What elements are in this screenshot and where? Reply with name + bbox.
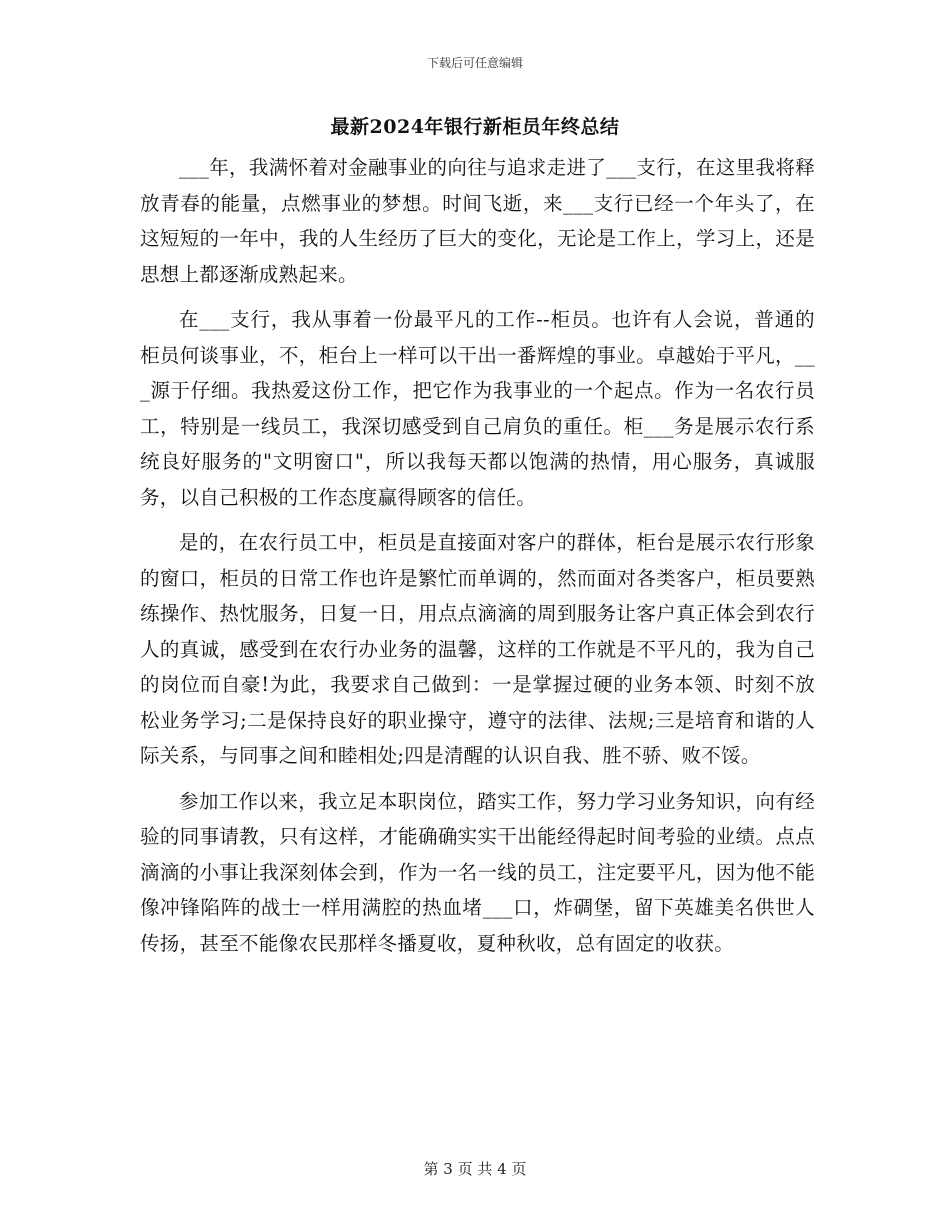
document-body bbox=[140, 150, 815, 971]
document-title: 最新2024年银行新柜员年终总结 bbox=[330, 116, 620, 138]
page-footer: 第 3 页 共 4 页 bbox=[423, 1160, 527, 1178]
paragraph-2: 在___支行，我从事着一份最平凡的工作--柜员。也许有人会说，普通的柜员何谈事业，不，柜台上一样可以干出一番辉煌的事业。卓越始于平凡，___源于仔细。我热爱这份工作，把它作为我事业的一个起点。作为一名农行员工，特别是一线员工，我深切感受到自己肩负的重任。柜___务是展示农行系统良好服务的"文明窗口"，所以我每天都以饱满的热情，用心服务，真诚服务，以自己积极的工作态度赢得顾客的信任。 bbox=[140, 308, 815, 509]
paragraph-3: 是的，在农行员工中，柜员是直接面对客户的群体，柜台是展示农行形象的窗口，柜员的日常工作也许是繁忙而单调的，然而面对各类客户，柜员要熟练操作、热忱服务，日复一日，用点点滴滴的周到服务让客户真正体会到农行人的真诚，感受到在农行办业务的温馨，这样的工作就是不平凡的，我为自己的岗位而自豪!为此，我要求自己做到：一是掌握过硬的业务本领、时刻不放松业务学习;二是保持良好的职业操守，遵守的法律、法规;三是培育和谐的人际关系，与同事之间和睦相处;四是清醒的认识自我、胜不骄、败不馁。 bbox=[140, 531, 815, 767]
paragraph-4: 参加工作以来，我立足本职岗位，踏实工作，努力学习业务知识，向有经验的同事请教，只有这样，才能确确实实干出能经得起时间考验的业绩。点点滴滴的小事让我深刻体会到，作为一名一线的员工，注定要平凡，因为他不能像冲锋陷阵的战士一样用满腔的热血堵___口，炸碉堡，留下英雄美名供世人传扬，甚至不能像农民那样冬播夏收，夏种秋收，总有固定的收获。 bbox=[140, 789, 815, 955]
header-note: 下载后可任意编辑 bbox=[426, 56, 523, 70]
paragraph-1: ___年，我满怀着对金融事业的向往与追求走进了___支行，在这里我将释放青春的能量，点燃事业的梦想。时间飞逝，来___支行已经一个年头了，在这短短的一年中，我的人生经历了巨大的变化，无论是工作上，学习上，还是思想上都逐渐成熟起来。 bbox=[140, 156, 815, 286]
